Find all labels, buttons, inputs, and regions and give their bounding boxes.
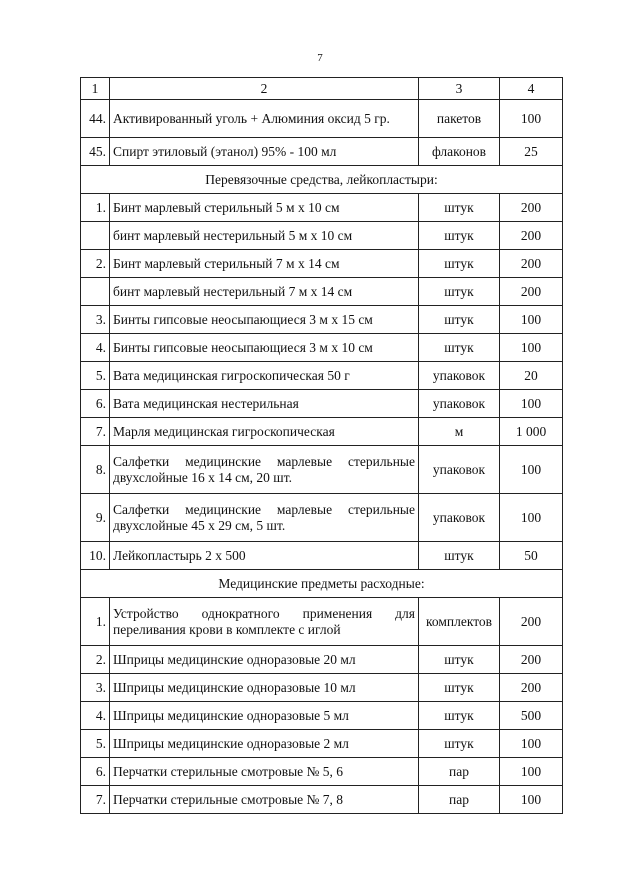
item-unit: штук — [419, 250, 500, 278]
item-name: бинт марлевый нестерильный 5 м х 10 см — [110, 222, 419, 250]
item-number: 5. — [81, 730, 110, 758]
section-title: Перевязочные средства, лейкопластыри: — [81, 166, 563, 194]
item-unit: штук — [419, 674, 500, 702]
item-unit: комплектов — [419, 598, 500, 646]
item-name: Шприцы медицинские одноразовые 5 мл — [110, 702, 419, 730]
item-name: Спирт этиловый (этанол) 95% - 100 мл — [110, 138, 419, 166]
header-col-3: 3 — [419, 78, 500, 100]
table-row — [81, 100, 563, 138]
table-row — [81, 418, 563, 446]
item-number: 3. — [81, 674, 110, 702]
item-quantity: 100 — [500, 758, 563, 786]
item-unit: упаковок — [419, 494, 500, 542]
item-unit: штук — [419, 334, 500, 362]
item-number: 1. — [81, 598, 110, 646]
item-quantity: 200 — [500, 250, 563, 278]
table-row — [81, 446, 563, 494]
item-quantity: 100 — [500, 306, 563, 334]
item-quantity: 100 — [500, 390, 563, 418]
table-row — [81, 786, 563, 814]
item-name: Шприцы медицинские одноразовые 20 мл — [110, 646, 419, 674]
item-name: Вата медицинская гигроскопическая 50 г — [110, 362, 419, 390]
item-unit: упаковок — [419, 446, 500, 494]
table-row — [81, 250, 563, 278]
table-row — [81, 138, 563, 166]
item-unit: пакетов — [419, 100, 500, 138]
page-number: 7 — [317, 52, 323, 64]
item-unit: пар — [419, 786, 500, 814]
table-row — [81, 494, 563, 542]
table-row — [81, 598, 563, 646]
item-number: 4. — [81, 702, 110, 730]
table-row — [81, 306, 563, 334]
item-unit: штук — [419, 730, 500, 758]
item-unit: штук — [419, 194, 500, 222]
item-name: Шприцы медицинские одноразовые 2 мл — [110, 730, 419, 758]
item-quantity: 20 — [500, 362, 563, 390]
item-number: 45. — [81, 138, 110, 166]
item-name: Бинты гипсовые неосыпающиеся 3 м х 15 см — [110, 306, 419, 334]
table-row — [81, 674, 563, 702]
item-unit: штук — [419, 542, 500, 570]
item-unit: штук — [419, 278, 500, 306]
item-number: 4. — [81, 334, 110, 362]
table-row — [81, 542, 563, 570]
item-quantity: 200 — [500, 598, 563, 646]
table-row — [81, 646, 563, 674]
item-number: 2. — [81, 250, 110, 278]
item-number: 8. — [81, 446, 110, 494]
item-number: 3. — [81, 306, 110, 334]
item-name: Перчатки стерильные смотровые № 7, 8 — [110, 786, 419, 814]
item-quantity: 200 — [500, 222, 563, 250]
item-number: 10. — [81, 542, 110, 570]
item-name: Бинты гипсовые неосыпающиеся 3 м х 10 см — [110, 334, 419, 362]
item-unit: упаковок — [419, 390, 500, 418]
item-quantity: 100 — [500, 786, 563, 814]
item-name: Устройство однократного применения для переливания крови в комплекте с иглой — [110, 598, 419, 646]
supplies-table — [80, 77, 563, 814]
table-row — [81, 334, 563, 362]
table-row — [81, 194, 563, 222]
item-name: Активированный уголь + Алюминия оксид 5 гр. — [110, 100, 419, 138]
item-number: 9. — [81, 494, 110, 542]
item-name: Вата медицинская нестерильная — [110, 390, 419, 418]
item-name: Салфетки медицинские марлевые стерильные двухслойные 16 х 14 см, 20 шт. — [110, 446, 419, 494]
item-name: Марля медицинская гигроскопическая — [110, 418, 419, 446]
item-number — [81, 278, 110, 306]
table-row — [81, 278, 563, 306]
item-unit: штук — [419, 306, 500, 334]
table-header-row — [81, 78, 563, 100]
table-row — [81, 702, 563, 730]
item-name: Перчатки стерильные смотровые № 5, 6 — [110, 758, 419, 786]
item-quantity: 100 — [500, 446, 563, 494]
item-unit: упаковок — [419, 362, 500, 390]
item-quantity: 1 000 — [500, 418, 563, 446]
table-row — [81, 362, 563, 390]
item-quantity: 200 — [500, 674, 563, 702]
item-number: 7. — [81, 786, 110, 814]
item-number: 2. — [81, 646, 110, 674]
item-quantity: 200 — [500, 646, 563, 674]
item-quantity: 25 — [500, 138, 563, 166]
item-name: Лейкопластырь 2 х 500 — [110, 542, 419, 570]
item-number — [81, 222, 110, 250]
item-quantity: 100 — [500, 334, 563, 362]
item-unit: пар — [419, 758, 500, 786]
item-number: 5. — [81, 362, 110, 390]
item-quantity: 100 — [500, 730, 563, 758]
item-unit: флаконов — [419, 138, 500, 166]
item-number: 44. — [81, 100, 110, 138]
item-number: 6. — [81, 758, 110, 786]
table-row — [81, 758, 563, 786]
item-name: Бинт марлевый стерильный 5 м х 10 см — [110, 194, 419, 222]
item-number: 7. — [81, 418, 110, 446]
item-name: Салфетки медицинские марлевые стерильные двухслойные 45 х 29 см, 5 шт. — [110, 494, 419, 542]
section-header-row — [81, 570, 563, 598]
item-unit: штук — [419, 702, 500, 730]
item-number: 1. — [81, 194, 110, 222]
item-name: Бинт марлевый стерильный 7 м х 14 см — [110, 250, 419, 278]
table-row — [81, 730, 563, 758]
item-number: 6. — [81, 390, 110, 418]
item-unit: штук — [419, 646, 500, 674]
item-name: бинт марлевый нестерильный 7 м х 14 см — [110, 278, 419, 306]
item-name: Шприцы медицинские одноразовые 10 мл — [110, 674, 419, 702]
table-row — [81, 390, 563, 418]
header-col-4: 4 — [500, 78, 563, 100]
item-quantity: 50 — [500, 542, 563, 570]
table-body — [81, 78, 563, 814]
header-col-1: 1 — [81, 78, 110, 100]
section-header-row — [81, 166, 563, 194]
item-unit: штук — [419, 222, 500, 250]
table-row — [81, 222, 563, 250]
item-quantity: 100 — [500, 494, 563, 542]
item-quantity: 200 — [500, 194, 563, 222]
item-quantity: 200 — [500, 278, 563, 306]
item-quantity: 100 — [500, 100, 563, 138]
header-col-2: 2 — [110, 78, 419, 100]
item-unit: м — [419, 418, 500, 446]
item-quantity: 500 — [500, 702, 563, 730]
section-title: Медицинские предметы расходные: — [81, 570, 563, 598]
